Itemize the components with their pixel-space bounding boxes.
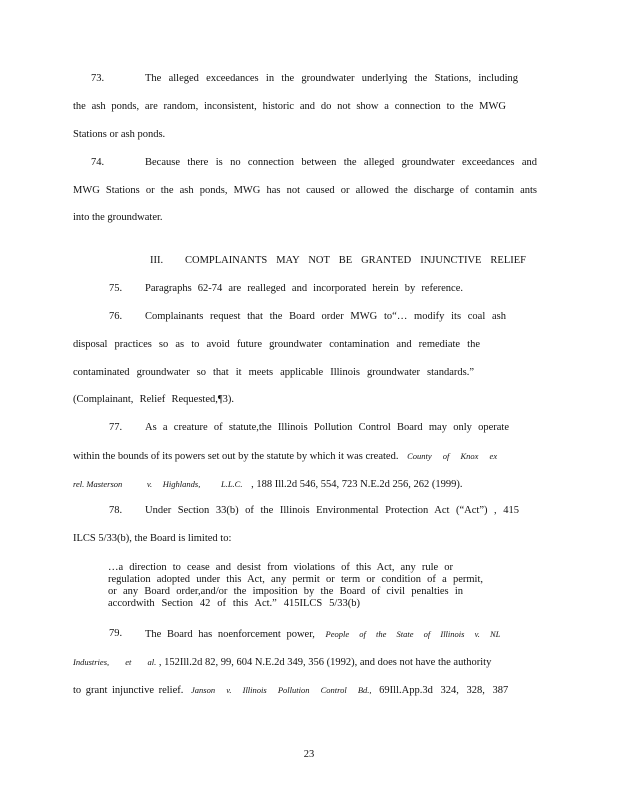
line-text: , 152Ill.2d 82, 99, 604 N.E.2d 349, 356 (1992), and does not have the authority [158,657,492,668]
paragraph-line: disposal practices so as to avoid future groundwater contamination and remediate the [73,339,480,350]
paragraph-line: Complainants request that the Board order MWG to“… modify its coal ash [145,311,506,322]
quote-line: regulation adopted under this Act, any permit or term or condition of a permit, [108,574,483,585]
case-citation: rel. Masterson [73,479,123,489]
paragraph-line: As a creature of statute,the Illinois Pollution Control Board may only operate [145,422,509,433]
line-text: to grant injunctive relief. [73,685,184,696]
section-numeral: III. [150,255,164,266]
line-text: , 188 Ill.2d 546, 554, 723 N.E.2d 256, 262 (1999). [251,479,463,490]
paragraph-line [73,450,543,463]
paragraph-line: into the groundwater. [73,212,163,223]
paragraph-line [73,656,543,669]
paragraph-line: the ash ponds, are random, inconsistent, historic and do not show a connection to the MWG [73,101,506,112]
page-number: 23 [303,749,315,760]
paragraph-line: Under Section 33(b) of the Illinois Environmental Protection Act (“Act”) , 415 [145,505,519,516]
paragraph-number: 78. [109,505,123,516]
line-text: within the bounds of its powers set out by the statute by which it was created. [73,451,399,462]
paragraph-number: 75. [109,283,123,294]
paragraph-line [73,684,543,697]
paragraph-number: 79. [109,628,123,639]
case-citation: Highlands, [162,479,201,489]
line-text: 69Ill.App.3d 324, 328, 387 [379,685,509,696]
paragraph-line: The alleged exceedances in the groundwater underlying the Stations, including [145,73,518,84]
paragraph-line: ILCS 5/33(b), the Board is limited to: [73,533,232,544]
paragraph-line: Paragraphs 62-74 are realleged and incorporated herein by reference. [145,283,463,294]
case-citation: L.L.C. [220,479,243,489]
paragraph-number: 76. [109,311,123,322]
quote-line: …a direction to cease and desist from violations of this Act, any rule or [108,562,453,573]
paragraph-number: 73. [91,73,105,84]
case-citation: County of Knox ex [407,451,498,461]
case-citation: People of the State of Illinois v. NL [325,629,501,639]
case-citation: Industries, et al. [73,657,157,667]
line-text: The Board has noenforcement power, [145,629,315,640]
paragraph-line: Because there is no connection between the alleged groundwater exceedances and [145,157,537,168]
paragraph-line [145,628,545,641]
paragraph-line: (Complainant, Relief Requested,¶3). [73,394,234,405]
paragraph-line: Stations or ash ponds. [73,129,166,140]
paragraph-line: MWG Stations or the ash ponds, MWG has not caused or allowed the discharge of contamin ants [73,185,537,196]
case-citation: v. [146,479,153,489]
paragraph-number: 77. [109,422,123,433]
paragraph-number: 74. [91,157,105,168]
case-citation: Janson v. Illinois Pollution Control Bd., [191,685,372,695]
section-title: COMPLAINANTS MAY NOT BE GRANTED INJUNCTIVE RELIEF [185,255,526,266]
paragraph-line: contaminated groundwater so that it meets applicable Illinois groundwater standards.” [73,367,474,378]
quote-line: accordwith Section 42 of this Act.” 415ILCS 5/33(b) [108,598,360,609]
quote-line: or any Board order,and/or the imposition by the Board of civil penalties in [108,586,463,597]
paragraph-line [73,478,543,491]
